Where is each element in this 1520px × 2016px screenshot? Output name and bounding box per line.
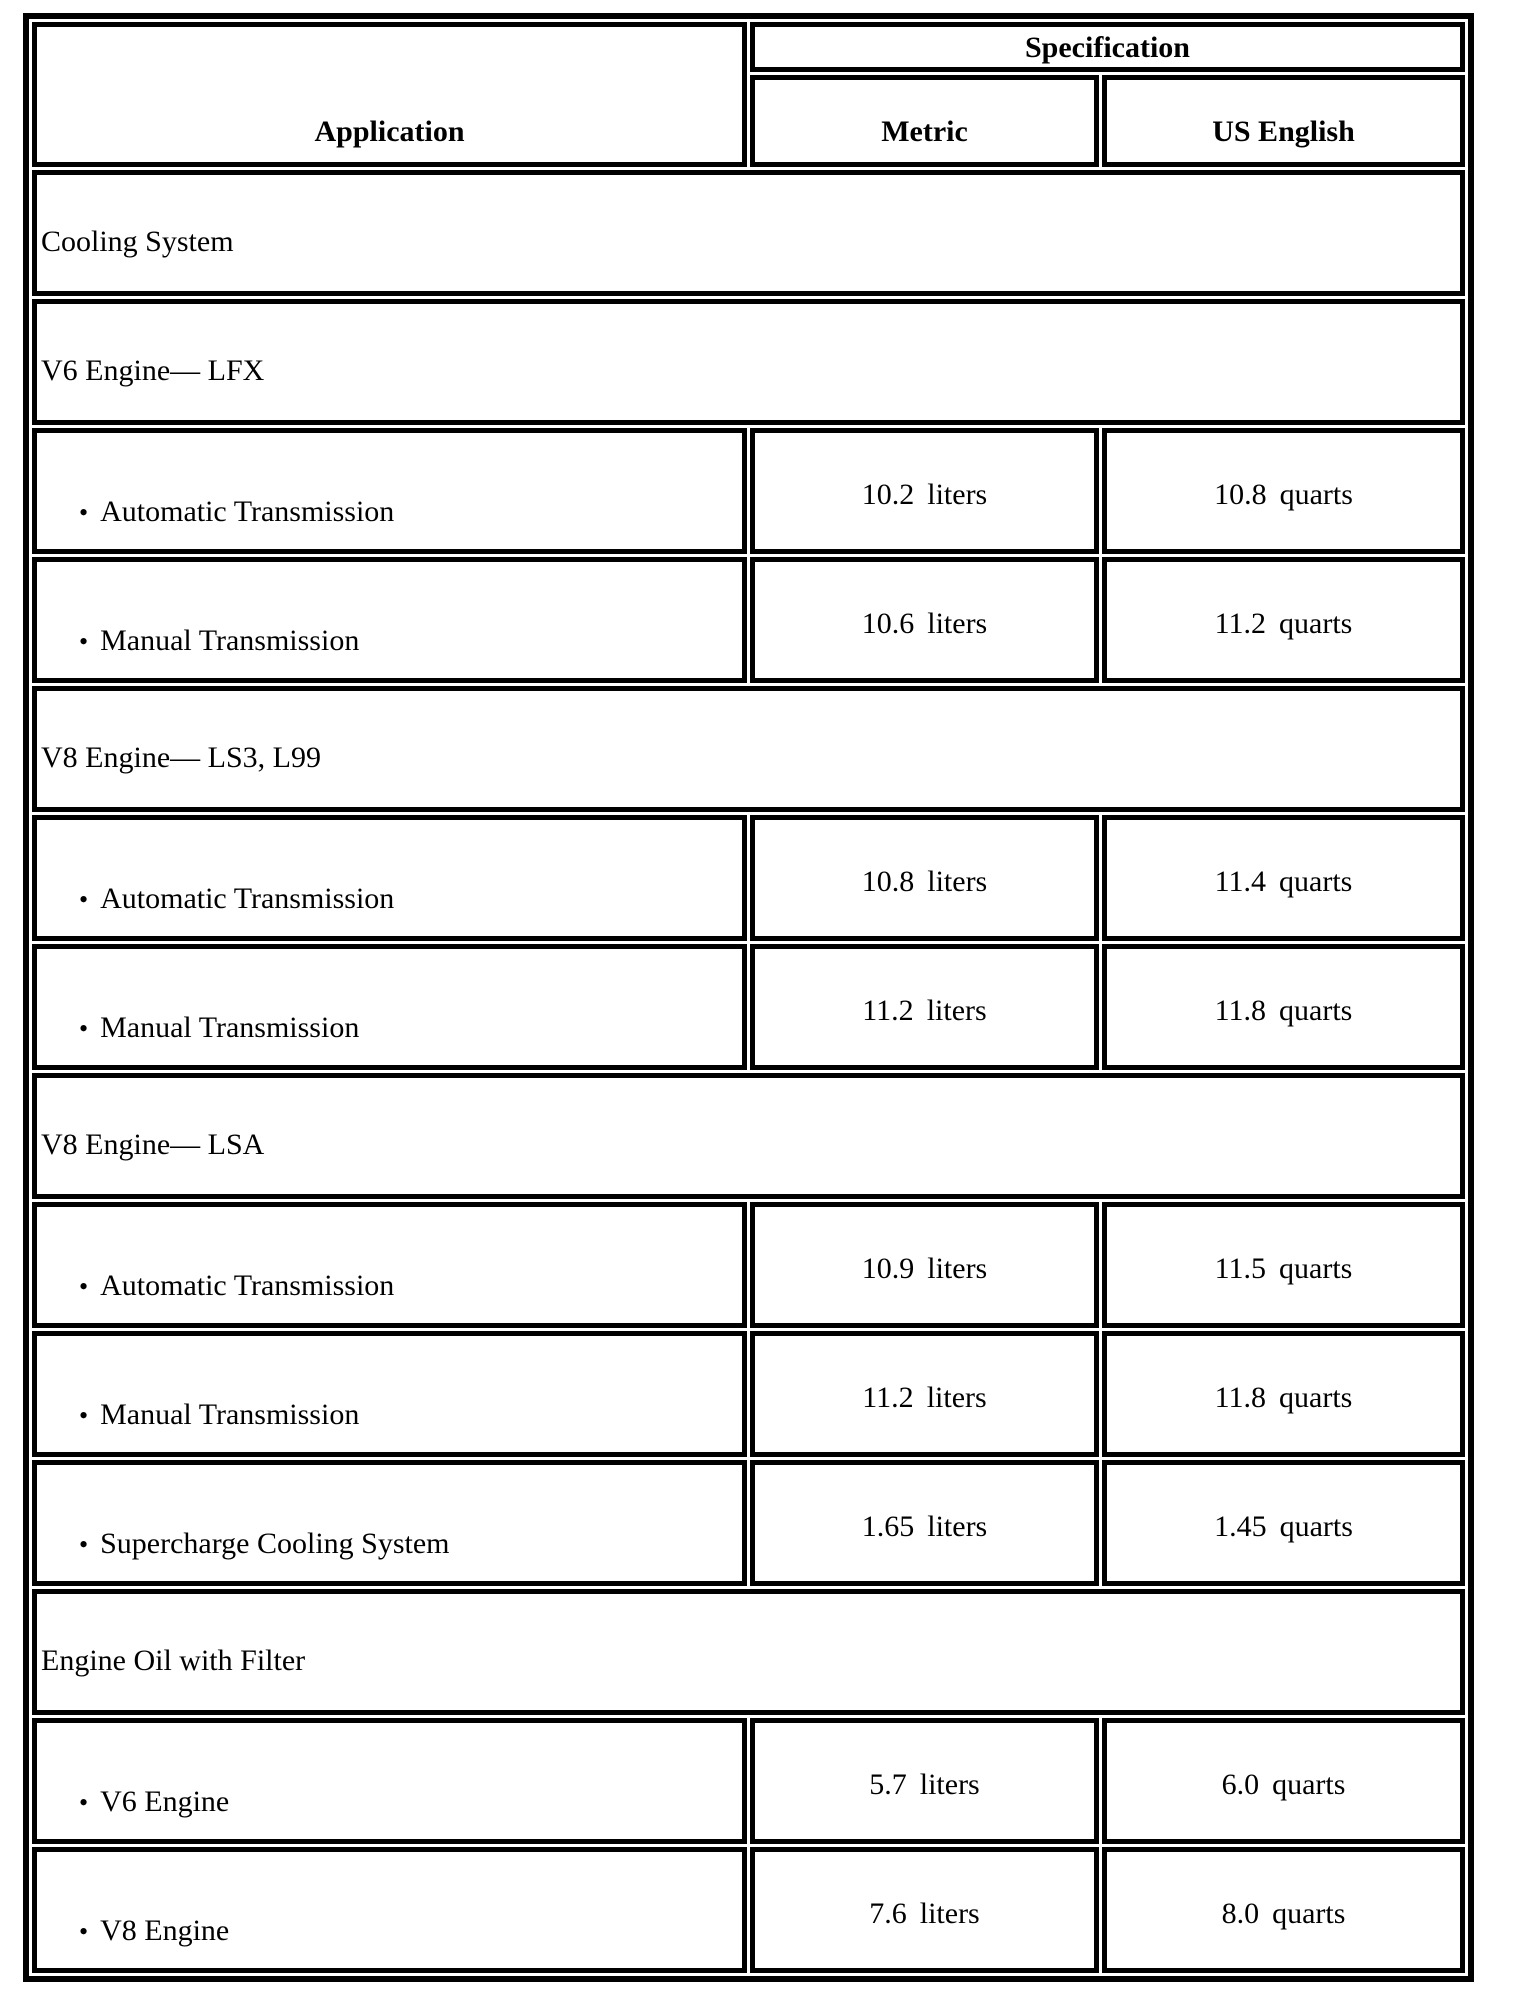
data-row-lsa-automatic xyxy=(32,1202,1465,1328)
us-amount: 11.4 xyxy=(1214,864,1267,898)
us-amount: 11.8 xyxy=(1214,993,1267,1027)
bullet-icon: • xyxy=(79,1787,89,1817)
us-amount: 1.45 xyxy=(1214,1509,1267,1543)
application-label: Manual Transmission xyxy=(100,1397,360,1431)
us-amount: 11.5 xyxy=(1214,1251,1267,1285)
metric-unit: liters xyxy=(919,1767,980,1801)
metric-amount: 5.7 xyxy=(869,1767,907,1801)
section-row-engine-oil-with-filter xyxy=(32,1589,1465,1715)
us-unit: quarts xyxy=(1279,606,1353,640)
us-amount: 11.8 xyxy=(1214,1380,1267,1414)
metric-amount: 7.6 xyxy=(869,1896,907,1930)
us-english-value-cell xyxy=(1102,428,1465,554)
section-cell-cooling-system xyxy=(32,170,1465,296)
bullet-icon: • xyxy=(79,1013,89,1043)
us-english-value-cell xyxy=(1102,1331,1465,1457)
application-label: Automatic Transmission xyxy=(100,881,395,915)
metric-value-cell xyxy=(750,1460,1099,1586)
metric-value-cell xyxy=(750,557,1099,683)
metric-amount: 11.2 xyxy=(862,1380,914,1414)
application-cell xyxy=(32,815,747,941)
us-english-value-cell xyxy=(1102,944,1465,1070)
bullet-icon: • xyxy=(79,1271,89,1301)
data-row-ls3-automatic xyxy=(32,815,1465,941)
data-row-lsa-manual xyxy=(32,1331,1465,1457)
metric-unit: liters xyxy=(919,1896,980,1930)
section-label: V6 Engine— LFX xyxy=(41,353,265,387)
metric-value-cell xyxy=(750,1202,1099,1328)
metric-header-label: Metric xyxy=(881,115,968,148)
metric-value-cell xyxy=(750,1847,1099,1973)
header-row-1 xyxy=(32,22,1465,72)
metric-value-cell xyxy=(750,944,1099,1070)
us-english-value-cell xyxy=(1102,1460,1465,1586)
us-english-value-cell xyxy=(1102,1847,1465,1973)
application-label: Supercharge Cooling System xyxy=(100,1526,450,1560)
us-english-value-cell xyxy=(1102,1718,1465,1844)
section-row-v6-engine-lfx xyxy=(32,299,1465,425)
metric-value-cell xyxy=(750,1718,1099,1844)
bullet-icon: • xyxy=(79,884,89,914)
bullet-icon: • xyxy=(79,497,89,527)
section-label: V8 Engine— LSA xyxy=(41,1127,265,1161)
data-row-lfx-automatic xyxy=(32,428,1465,554)
bullet-icon: • xyxy=(79,626,89,656)
application-cell xyxy=(32,428,747,554)
application-label: Automatic Transmission xyxy=(100,494,395,528)
data-row-oil-v8-engine xyxy=(32,1847,1465,1973)
application-cell xyxy=(32,1718,747,1844)
application-header-label: Application xyxy=(314,115,465,148)
data-row-ls3-manual xyxy=(32,944,1465,1070)
data-row-supercharge-cooling-system xyxy=(32,1460,1465,1586)
section-cell-v6-engine-lfx xyxy=(32,299,1465,425)
application-cell xyxy=(32,1331,747,1457)
metric-value-cell xyxy=(750,428,1099,554)
us-unit: quarts xyxy=(1272,1767,1346,1801)
application-header-cell xyxy=(32,22,747,167)
bullet-icon: • xyxy=(79,1400,89,1430)
metric-amount: 10.6 xyxy=(861,606,915,640)
data-row-lfx-manual xyxy=(32,557,1465,683)
section-cell-v8-engine-ls3-l99 xyxy=(32,686,1465,812)
specification-header-label: Specification xyxy=(1025,30,1190,64)
us-amount: 8.0 xyxy=(1221,1896,1260,1930)
application-label: Manual Transmission xyxy=(100,623,360,657)
data-row-oil-v6-engine xyxy=(32,1718,1465,1844)
section-row-cooling-system xyxy=(32,170,1465,296)
application-label: Manual Transmission xyxy=(100,1010,360,1044)
us-unit: quarts xyxy=(1279,477,1353,511)
metric-unit: liters xyxy=(926,1380,987,1414)
application-cell xyxy=(32,1847,747,1973)
us-unit: quarts xyxy=(1279,1509,1353,1543)
us-unit: quarts xyxy=(1279,993,1353,1027)
section-label: V8 Engine— LS3, L99 xyxy=(41,740,321,774)
metric-unit: liters xyxy=(927,606,988,640)
application-cell xyxy=(32,1202,747,1328)
section-cell-v8-engine-lsa xyxy=(32,1073,1465,1199)
metric-value-cell xyxy=(750,1331,1099,1457)
application-label: V8 Engine xyxy=(100,1913,230,1947)
us-amount: 11.2 xyxy=(1214,606,1267,640)
metric-unit: liters xyxy=(927,1251,988,1285)
metric-header-cell xyxy=(750,75,1099,167)
us-english-header-label: US English xyxy=(1212,115,1355,148)
metric-amount: 11.2 xyxy=(862,993,914,1027)
us-english-header-cell xyxy=(1102,75,1465,167)
metric-amount: 10.2 xyxy=(861,477,915,511)
application-label: Automatic Transmission xyxy=(100,1268,395,1302)
fluid-capacity-table xyxy=(23,13,1474,1982)
metric-unit: liters xyxy=(926,993,987,1027)
bullet-icon: • xyxy=(79,1529,89,1559)
bullet-icon: • xyxy=(79,1916,89,1946)
us-unit: quarts xyxy=(1279,1251,1353,1285)
us-english-value-cell xyxy=(1102,815,1465,941)
specification-header-cell xyxy=(750,22,1465,72)
metric-unit: liters xyxy=(927,864,988,898)
us-unit: quarts xyxy=(1272,1896,1346,1930)
us-amount: 6.0 xyxy=(1221,1767,1260,1801)
section-row-v8-engine-lsa xyxy=(32,1073,1465,1199)
section-row-v8-engine-ls3-l99 xyxy=(32,686,1465,812)
us-english-value-cell xyxy=(1102,557,1465,683)
metric-amount: 10.8 xyxy=(861,864,915,898)
metric-unit: liters xyxy=(927,477,988,511)
application-cell xyxy=(32,557,747,683)
metric-amount: 1.65 xyxy=(861,1509,915,1543)
metric-amount: 10.9 xyxy=(861,1251,915,1285)
application-cell xyxy=(32,944,747,1070)
section-label: Engine Oil with Filter xyxy=(41,1643,306,1677)
us-amount: 10.8 xyxy=(1214,477,1267,511)
section-cell-engine-oil-with-filter xyxy=(32,1589,1465,1715)
us-english-value-cell xyxy=(1102,1202,1465,1328)
metric-unit: liters xyxy=(927,1509,988,1543)
us-unit: quarts xyxy=(1279,864,1353,898)
application-cell xyxy=(32,1460,747,1586)
section-label: Cooling System xyxy=(41,224,234,258)
us-unit: quarts xyxy=(1279,1380,1353,1414)
application-label: V6 Engine xyxy=(100,1784,230,1818)
metric-value-cell xyxy=(750,815,1099,941)
